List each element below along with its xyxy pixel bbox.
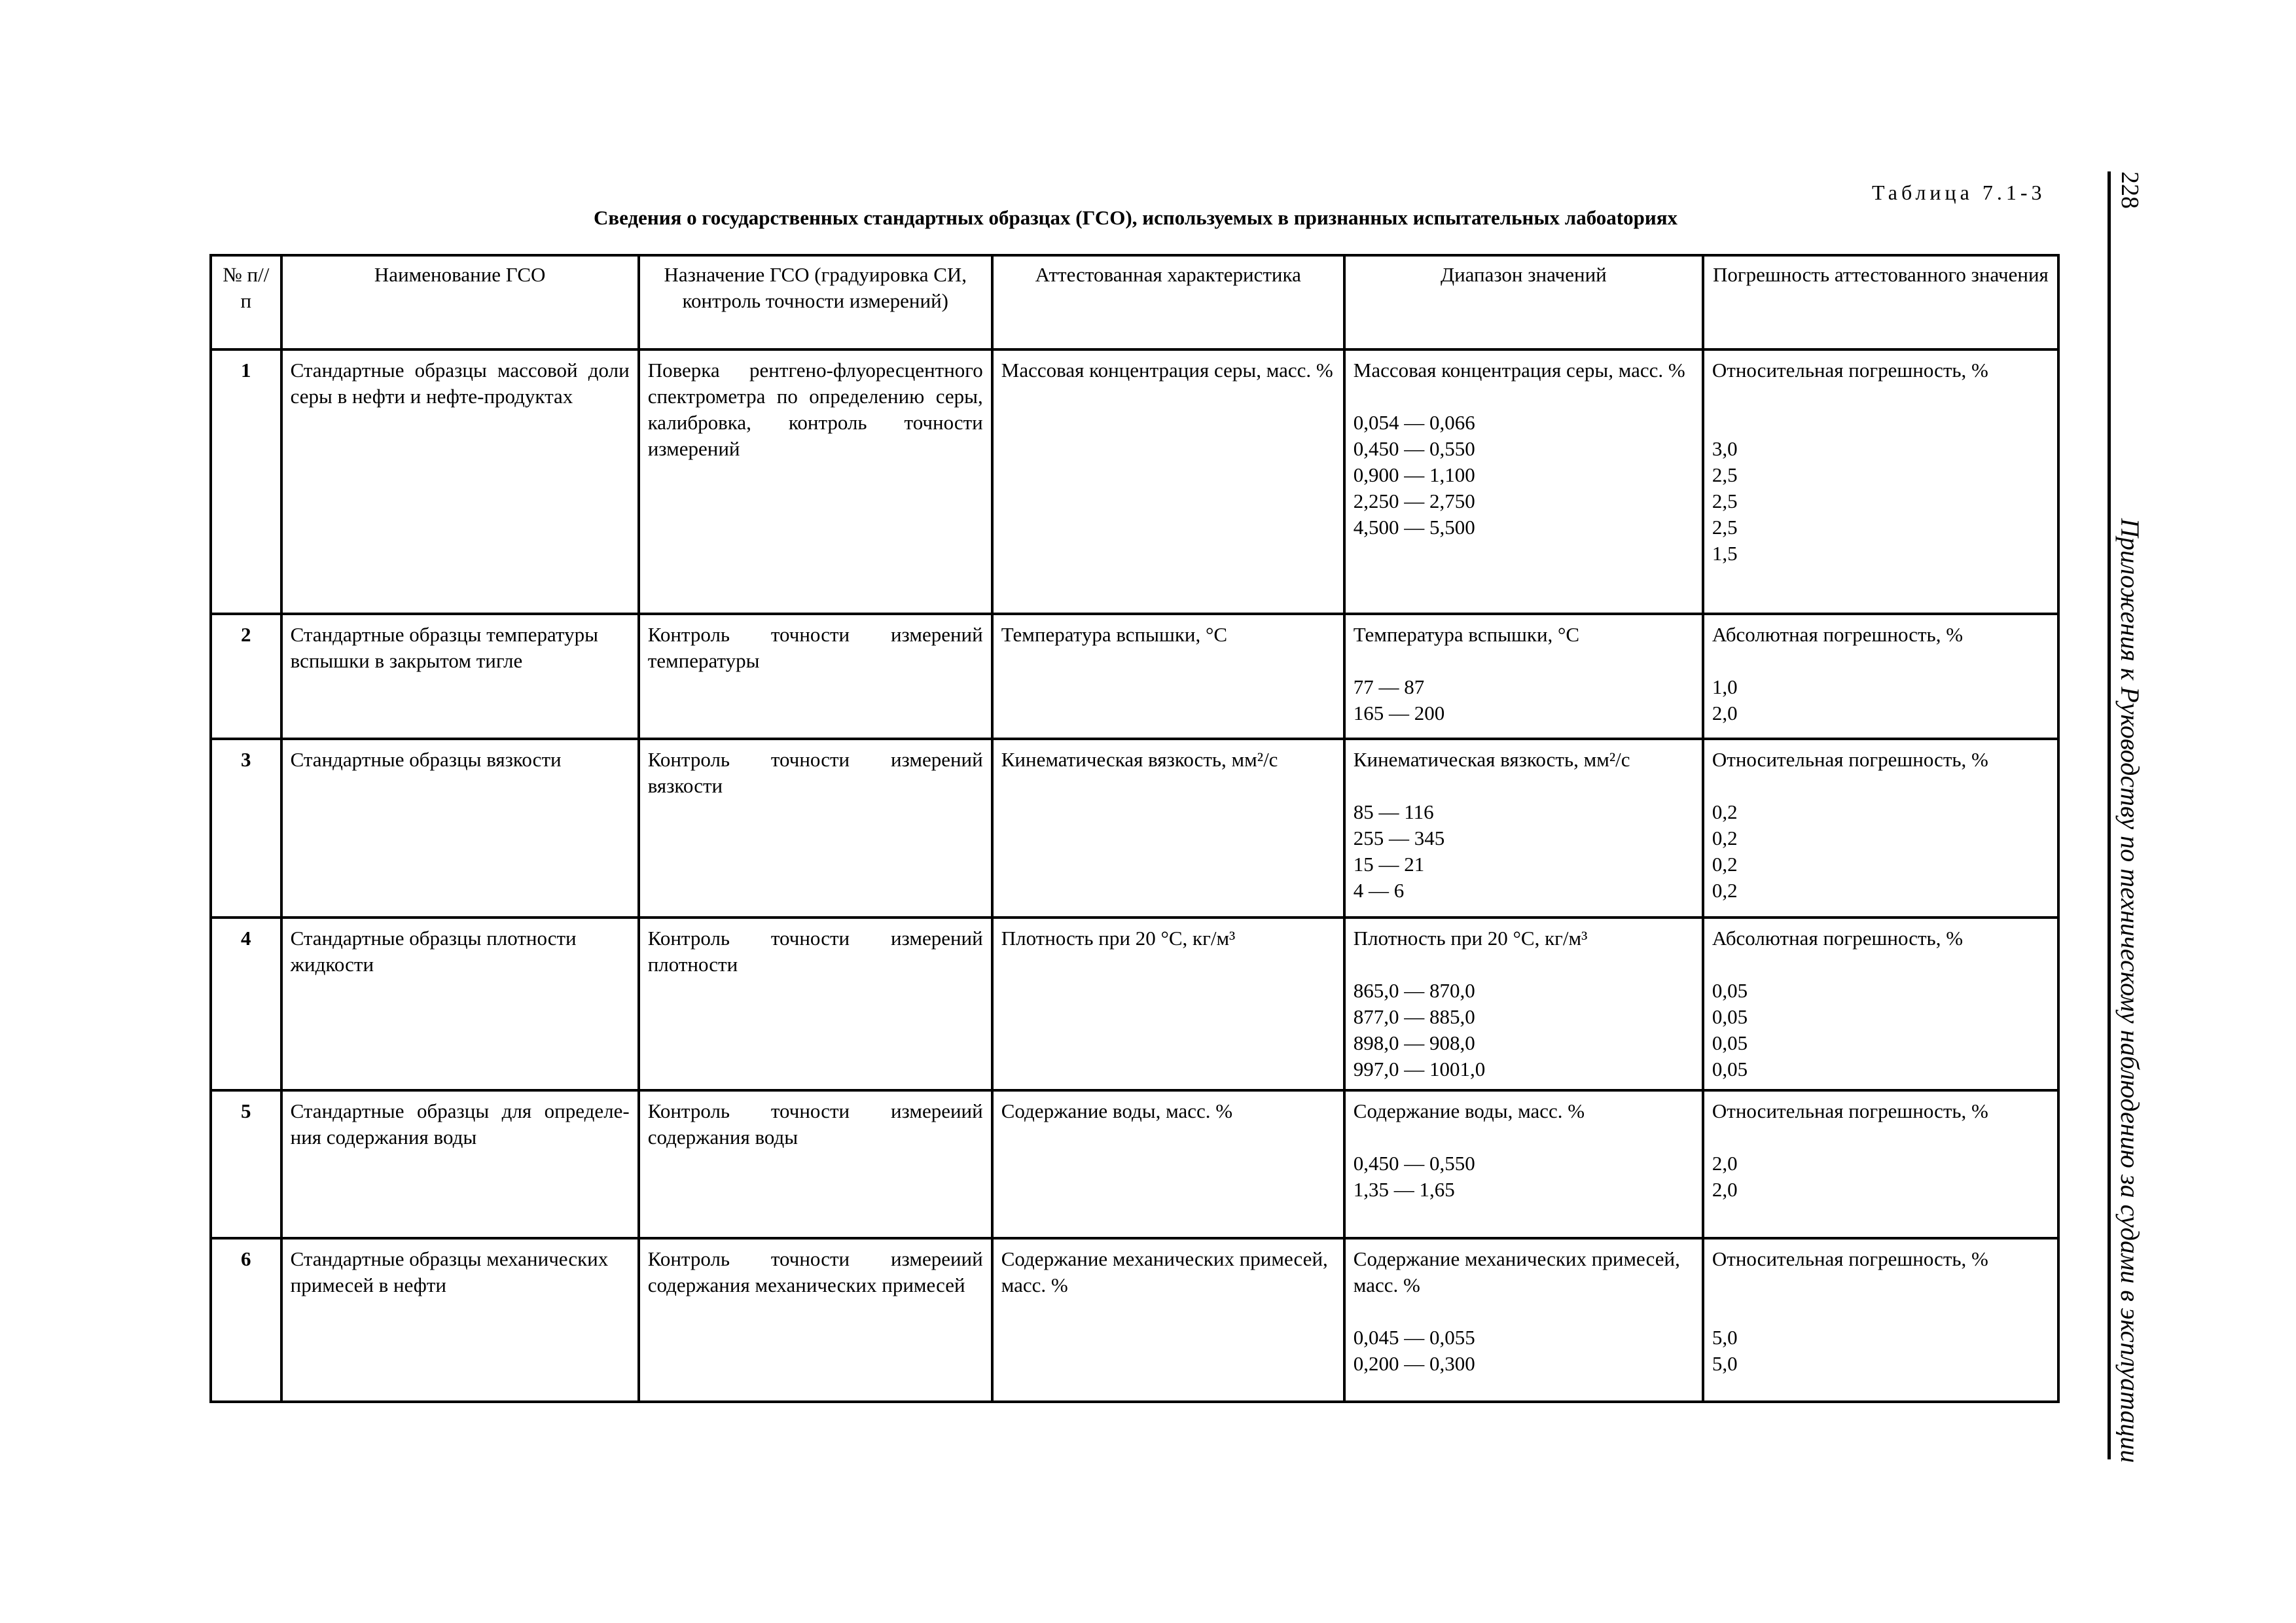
gso-purpose: Контроль точности измерений плотности xyxy=(639,918,992,1090)
range-value: 85 — 116 xyxy=(1353,800,1434,823)
error-label: Относительная погрешность, % xyxy=(1712,1099,1988,1122)
error-cell xyxy=(1703,918,2058,1090)
page-number: 228 xyxy=(2116,171,2144,209)
error-value: 2,5 xyxy=(1712,463,1738,486)
gso-name: Стандартные образцы температуры вспышки в закрытом тигле xyxy=(281,614,639,739)
range-value: 0,450 — 0,550 xyxy=(1353,1152,1475,1175)
header-characteristic: Аттестованная характеристика xyxy=(992,255,1344,349)
gso-characteristic: Массовая концентрация серы, масс. % xyxy=(992,349,1344,614)
range-label: Температура вспышки, °C xyxy=(1353,623,1580,646)
error-value: 2,5 xyxy=(1712,490,1738,512)
range-value: 0,045 — 0,055 xyxy=(1353,1326,1475,1349)
table-title: Сведения о государственных стандартных образцах (ГСО), используемых в признанных испытательных лабоatoриях xyxy=(593,206,1677,229)
row-number: 3 xyxy=(211,739,281,918)
page-margin-header xyxy=(2108,171,2150,1463)
gso-purpose: Контроль точности измерений вязкости xyxy=(639,739,992,918)
gso-name: Стандартные образцы вязкости xyxy=(281,739,639,918)
gso-table xyxy=(209,254,2060,1403)
error-value: 3,0 xyxy=(1712,437,1738,460)
error-value: 5,0 xyxy=(1712,1352,1738,1375)
running-header: Приложения к Руководству по техническому наблюдению за судами в эксплуатации xyxy=(2115,518,2145,1463)
row-number: 5 xyxy=(211,1090,281,1238)
range-value: 1,35 — 1,65 xyxy=(1353,1178,1455,1201)
error-value: 1,5 xyxy=(1712,542,1738,565)
range-value: 0,200 — 0,300 xyxy=(1353,1352,1475,1375)
row-number: 4 xyxy=(211,918,281,1090)
header-purpose: Назначение ГСО (градуировка СИ, контроль точности измерений) xyxy=(639,255,992,349)
error-value: 0,2 xyxy=(1712,800,1738,823)
row-number: 1 xyxy=(211,349,281,614)
range-value: 865,0 — 870,0 xyxy=(1353,979,1475,1002)
error-value: 2,0 xyxy=(1712,702,1738,724)
error-value: 2,0 xyxy=(1712,1152,1738,1175)
range-label: Содержание механических примесей, масс. % xyxy=(1353,1247,1680,1296)
range-value: 0,900 — 1,100 xyxy=(1353,463,1475,486)
gso-purpose: Контроль точности измереиий содержания воды xyxy=(639,1090,992,1238)
table-row xyxy=(211,614,2058,739)
range-label: Массовая концентрация серы, масс. % xyxy=(1353,359,1685,382)
table-row xyxy=(211,918,2058,1090)
error-cell xyxy=(1703,739,2058,918)
gso-characteristic: Температура вспышки, °C xyxy=(992,614,1344,739)
gso-characteristic: Плотность при 20 °C, кг/м³ xyxy=(992,918,1344,1090)
range-value: 898,0 — 908,0 xyxy=(1353,1031,1475,1054)
error-cell xyxy=(1703,1090,2058,1238)
gso-purpose: Поверка рентгено-флуоресцентного спектрометра по определению серы, калибровка, контроль точности измерений xyxy=(639,349,992,614)
error-value: 0,05 xyxy=(1712,1005,1748,1028)
error-value: 5,0 xyxy=(1712,1326,1738,1349)
value-range-cell xyxy=(1344,349,1703,614)
range-value: 997,0 — 1001,0 xyxy=(1353,1058,1486,1080)
table-row xyxy=(211,1238,2058,1402)
row-number: 2 xyxy=(211,614,281,739)
value-range-cell xyxy=(1344,1090,1703,1238)
error-value: 1,0 xyxy=(1712,675,1738,698)
gso-purpose: Контроль точности измерений температуры xyxy=(639,614,992,739)
gso-characteristic: Содержание воды, масс. % xyxy=(992,1090,1344,1238)
table-row xyxy=(211,739,2058,918)
header-num: № п//п xyxy=(211,255,281,349)
error-value: 0,2 xyxy=(1712,827,1738,849)
range-value: 165 — 200 xyxy=(1353,702,1445,724)
error-value: 0,05 xyxy=(1712,979,1748,1002)
error-cell xyxy=(1703,1238,2058,1402)
error-value: 0,2 xyxy=(1712,853,1738,876)
table-row xyxy=(211,1090,2058,1238)
error-cell xyxy=(1703,349,2058,614)
range-label: Плотность при 20 °C, кг/м³ xyxy=(1353,927,1588,950)
range-value: 4 — 6 xyxy=(1353,879,1405,902)
range-value: 0,450 — 0,550 xyxy=(1353,437,1475,460)
range-label: Кинематическая вязкость, мм²/с xyxy=(1353,748,1630,771)
header-error: Погрешность аттестованного значения xyxy=(1703,255,2058,349)
gso-characteristic: Кинематическая вязкость, мм²/с xyxy=(992,739,1344,918)
range-value: 15 — 21 xyxy=(1353,853,1425,876)
range-value: 877,0 — 885,0 xyxy=(1353,1005,1475,1028)
value-range-cell xyxy=(1344,614,1703,739)
gso-characteristic: Содержание механических примесей, масс. % xyxy=(992,1238,1344,1402)
gso-purpose: Контроль точности измереиий содержания механических примесей xyxy=(639,1238,992,1402)
error-label: Относительная погрешность, % xyxy=(1712,359,1988,382)
header-name: Наименование ГСО xyxy=(281,255,639,349)
error-value: 0,05 xyxy=(1712,1031,1748,1054)
table-label: Таблица 7.1-3 xyxy=(1872,181,2046,204)
gso-name: Стандартные образцы для определе-ния содержания воды xyxy=(281,1090,639,1238)
value-range-cell xyxy=(1344,739,1703,918)
range-value: 77 — 87 xyxy=(1353,675,1425,698)
error-value: 2,0 xyxy=(1712,1178,1738,1201)
table-header-row xyxy=(211,255,2058,349)
error-label: Абсолютная погрешность, % xyxy=(1712,927,1964,950)
range-label: Содержание воды, масс. % xyxy=(1353,1099,1585,1122)
error-label: Абсолютная погрешность, % xyxy=(1712,623,1964,646)
error-value: 0,05 xyxy=(1712,1058,1748,1080)
range-value: 255 — 345 xyxy=(1353,827,1445,849)
gso-name: Стандартные образцы массовой доли серы в нефти и нефте-продуктах xyxy=(281,349,639,614)
table-row xyxy=(211,349,2058,614)
range-value: 0,054 — 0,066 xyxy=(1353,411,1475,434)
value-range-cell xyxy=(1344,1238,1703,1402)
error-label: Относительная погрешность, % xyxy=(1712,748,1988,771)
error-label: Относительная погрешность, % xyxy=(1712,1247,1988,1270)
value-range-cell xyxy=(1344,918,1703,1090)
error-cell xyxy=(1703,614,2058,739)
error-value: 0,2 xyxy=(1712,879,1738,902)
range-value: 4,500 — 5,500 xyxy=(1353,516,1475,539)
gso-name: Стандартные образцы механических примесей в нефти xyxy=(281,1238,639,1402)
header-range: Диапазон значений xyxy=(1344,255,1703,349)
row-number: 6 xyxy=(211,1238,281,1402)
range-value: 2,250 — 2,750 xyxy=(1353,490,1475,512)
gso-name: Стандартные образцы плотности жидкости xyxy=(281,918,639,1090)
error-value: 2,5 xyxy=(1712,516,1738,539)
